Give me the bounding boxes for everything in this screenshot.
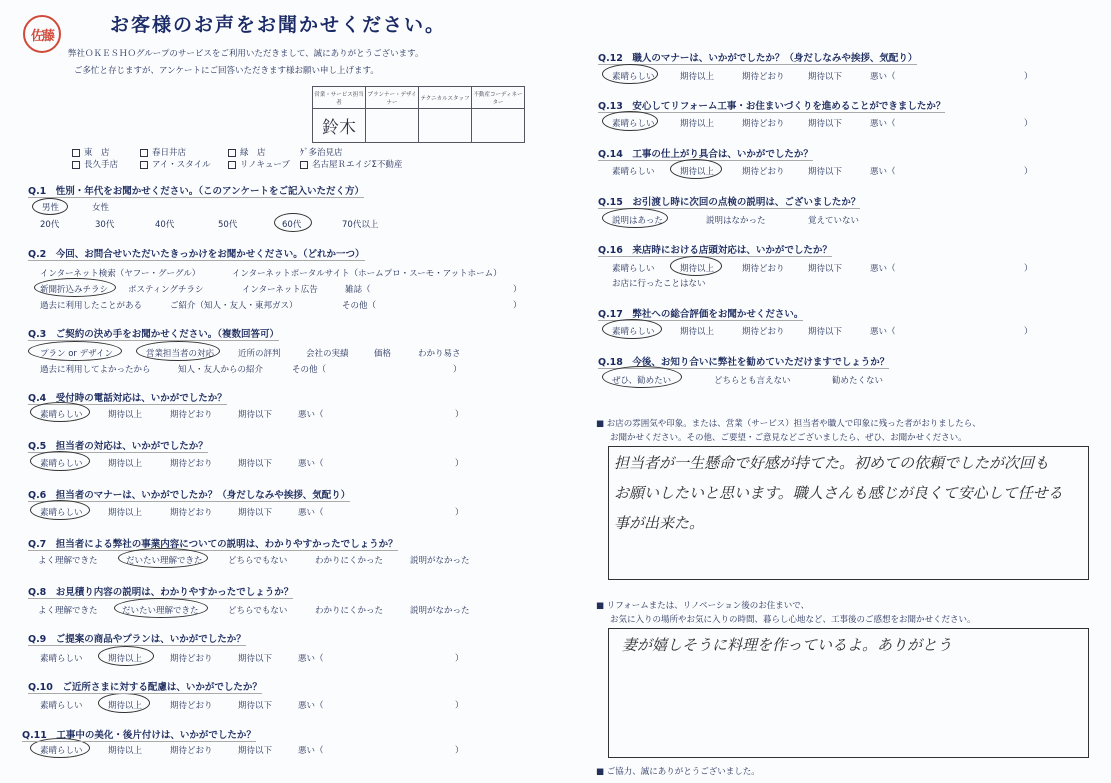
staff-planner-name — [366, 109, 419, 143]
q7-title: Q.7 担当者による弊社の事業内容についての説明は、わかりやすかったでしょうか？ — [28, 536, 398, 551]
q12-option[interactable]: 悪い（ — [870, 72, 896, 82]
store-option[interactable]: リノキューブ — [228, 158, 290, 170]
q6-title: Q.6 担当者のマナーは、いかがでしたか？（身だしなみや挨拶、気配り） — [28, 487, 350, 502]
store-option[interactable]: 東 店 — [72, 146, 110, 158]
q8-title: Q.8 お見積り内容の説明は、わかりやすかったでしょうか？ — [28, 584, 293, 599]
q16-option[interactable]: 期待以上 — [680, 264, 715, 274]
q13-option[interactable]: 素晴らしい — [612, 119, 655, 129]
q16-option[interactable]: 期待どおり — [742, 264, 785, 274]
q2-option[interactable]: インターネット広告 — [242, 285, 318, 295]
answer-circle — [602, 366, 682, 388]
q13-option[interactable]: 期待以下 — [808, 119, 843, 129]
q4-option[interactable]: 悪い（ — [298, 410, 324, 420]
q1-age[interactable]: 60代 — [282, 220, 302, 230]
q17-title: Q.17 弊社への総合評価をお聞かせください。 — [598, 306, 803, 321]
q5-option[interactable]: 期待以上 — [108, 459, 143, 469]
q10-option[interactable]: 期待以下 — [238, 701, 273, 711]
q4-option[interactable]: 期待以上 — [108, 410, 143, 420]
q3-option[interactable]: プラン or デザイン — [40, 349, 114, 359]
q6-option[interactable]: 期待どおり — [170, 508, 213, 518]
q4-title: Q.4 受付時の電話対応は、いかがでしたか？ — [28, 390, 227, 405]
q11-option[interactable]: 期待以下 — [238, 746, 273, 756]
q1-age[interactable]: 40代 — [155, 220, 175, 230]
intro-line-2: ご多忙と存じますが、アンケートにご回答いただきます様お願い申し上げます。 — [74, 66, 379, 76]
q14-option[interactable]: 期待以下 — [808, 167, 843, 177]
q10-option[interactable]: 素晴らしい — [40, 701, 83, 711]
q3-option[interactable]: 営業担当者の対応 — [146, 349, 215, 359]
q15-option[interactable]: 覚えていない — [808, 216, 860, 226]
answer-circle — [30, 402, 90, 422]
q10-option[interactable]: 悪い（ — [298, 701, 324, 711]
q1-age[interactable]: 20代 — [40, 220, 60, 230]
q17-option[interactable]: 悪い（ — [870, 327, 896, 337]
q10-option[interactable]: 期待どおり — [170, 701, 213, 711]
q1-gender-female[interactable]: 女性 — [92, 203, 110, 213]
q2-paren: ） — [513, 301, 522, 311]
q14-option[interactable]: 期待どおり — [742, 167, 785, 177]
q13-option[interactable]: 期待どおり — [742, 119, 785, 129]
q16-option[interactable]: 悪い（ — [870, 264, 896, 274]
q16-option[interactable]: 期待以下 — [808, 264, 843, 274]
store-option[interactable]: 長久手店 — [72, 158, 118, 170]
footer-text: ご協力、誠にありがとうございました。 — [606, 767, 760, 777]
q5-option[interactable]: 悪い（ — [298, 459, 324, 469]
answer-circle — [670, 159, 722, 179]
q5-paren: ） — [455, 459, 464, 469]
q16-paren: ） — [1024, 264, 1033, 274]
q14-option[interactable]: 素晴らしい — [612, 167, 655, 177]
q14-title: Q.14 工事の仕上がり具合は、いかがでしたか？ — [598, 146, 813, 161]
q4-option[interactable]: 素晴らしい — [40, 410, 83, 420]
q12-option[interactable]: 素晴らしい — [612, 72, 655, 82]
store-option[interactable]: 緑 店 — [228, 146, 266, 158]
comment1-line1: 担当者が一生懸命で好感が持てた。初めての依頼でしたが次回も — [614, 454, 1050, 472]
q2-option[interactable]: インターネットポータルサイト（ホームプロ・スーモ・アットホーム） — [232, 269, 502, 279]
q6-option[interactable]: 期待以上 — [108, 508, 143, 518]
q14-paren: ） — [1024, 167, 1033, 177]
q2-option[interactable]: 過去に利用したことがある — [40, 301, 143, 311]
page-title: お客様のお声をお聞かせください。 — [110, 14, 447, 36]
q15-title: Q.15 お引渡し時に次回の点検の説明は、ございましたか？ — [598, 194, 860, 209]
q15-option[interactable]: 説明はあった — [612, 216, 663, 226]
comment1-label-line2: お聞かせください。その他、ご要望・ご意見などございましたら、ぜひ、お聞かせください。 — [610, 433, 967, 443]
q3-option[interactable]: 近所の評判 — [238, 349, 281, 359]
q5-title: Q.5 担当者の対応は、いかがでしたか？ — [28, 438, 208, 453]
q18-option[interactable]: 勧めたくない — [832, 376, 884, 386]
q1-title: Q.1 性別・年代をお聞かせください。（このアンケートをご記入いただく方） — [28, 183, 364, 198]
footer-thanks — [596, 765, 760, 777]
answer-circle — [32, 198, 68, 215]
answer-circle — [670, 256, 722, 276]
square-bullet-icon: ■ — [596, 767, 607, 777]
q12-option[interactable]: 期待以上 — [680, 72, 715, 82]
q4-option[interactable]: 期待どおり — [170, 410, 213, 420]
q3-option[interactable]: その他（ — [292, 365, 327, 375]
q10-option[interactable]: 期待以上 — [108, 701, 143, 711]
q2-title: Q.2 今回、お問合せいただいたきっかけをお聞かせください。（どれか一つ） — [28, 246, 365, 261]
q1-age[interactable]: 30代 — [95, 220, 115, 230]
store-option[interactable]: 春日井店 — [140, 146, 186, 158]
q1-age[interactable]: 70代以上 — [342, 220, 379, 230]
q12-option[interactable]: 期待以下 — [808, 72, 843, 82]
q12-option[interactable]: 期待どおり — [742, 72, 785, 82]
q17-paren: ） — [1024, 327, 1033, 337]
q8-option[interactable]: どちらでもない — [228, 606, 288, 616]
answer-circle — [28, 341, 122, 361]
staff-header-planner: プランナー・デザイナー — [366, 87, 419, 109]
q2-option[interactable]: 新聞折込みチラシ — [40, 285, 109, 295]
q8-option[interactable]: だいたい理解できた — [122, 606, 199, 616]
q9-option[interactable]: 期待以上 — [108, 654, 143, 664]
q16-option[interactable]: お店に行ったことはない — [612, 279, 706, 289]
q2-option[interactable]: 雑誌（ — [345, 285, 371, 295]
q13-option[interactable]: 悪い（ — [870, 119, 896, 129]
q1-age[interactable]: 50代 — [218, 220, 238, 230]
q3-option[interactable]: 過去に利用してよかったから — [40, 365, 151, 375]
q16-option[interactable]: 素晴らしい — [612, 264, 655, 274]
q9-paren: ） — [455, 654, 464, 664]
q8-option[interactable]: わかりにくかった — [315, 606, 384, 616]
q6-option[interactable]: 期待以下 — [238, 508, 273, 518]
q2-option[interactable]: その他（ — [342, 301, 377, 311]
q9-option[interactable]: 悪い（ — [298, 654, 324, 664]
comment2-label-line2: お気に入りの場所やお気に入りの時間、暮らし心地など、工事後のご感想をお聞かせください。 — [610, 615, 976, 625]
q3-option[interactable]: わかり易さ — [418, 349, 461, 359]
q3-option[interactable]: 会社の実績 — [306, 349, 349, 359]
q3-paren: ） — [453, 365, 462, 375]
staff-table — [312, 86, 525, 143]
store-option[interactable]: アイ・スタイル — [140, 158, 211, 170]
q5-option[interactable]: 素晴らしい — [40, 459, 83, 469]
q18-title: Q.18 今後、お知り合いに弊社を勧めていただけますでしょうか？ — [598, 354, 889, 369]
answer-circle — [602, 319, 662, 339]
q11-title: Q.11 工事中の美化・後片付けは、いかがでしたか？ — [22, 727, 256, 742]
comment1-label-line1: お店の雰囲気や印象。または、営業（サービス）担当者や職人で印象に残った者がおりましたら、 — [606, 419, 981, 429]
q11-option[interactable]: 素晴らしい — [40, 746, 83, 756]
q17-option[interactable]: 期待どおり — [742, 327, 785, 337]
answer-circle — [114, 598, 208, 618]
staff-technical-name — [419, 109, 472, 143]
q9-option[interactable]: 素晴らしい — [40, 654, 83, 664]
q2-option[interactable]: ご紹介（知人・友人・東邦ガス） — [170, 301, 298, 311]
staff-realestate-name — [472, 109, 525, 143]
answer-circle — [602, 64, 658, 84]
q4-option[interactable]: 期待以下 — [238, 410, 273, 420]
q18-option[interactable]: どちらとも言えない — [714, 376, 791, 386]
q11-option[interactable]: 悪い（ — [298, 746, 324, 756]
q3-option[interactable]: 知人・友人からの紹介 — [178, 365, 264, 375]
q6-paren: ） — [455, 508, 464, 518]
q13-title: Q.13 安心してリフォーム工事・お住まいづくりを進めることができましたか？ — [598, 98, 945, 113]
q3-option[interactable]: 価格 — [374, 349, 392, 359]
q18-option[interactable]: ぜひ、勧めたい — [612, 376, 672, 386]
q13-option[interactable]: 期待以上 — [680, 119, 715, 129]
q14-option[interactable]: 期待以上 — [680, 167, 715, 177]
q15-option[interactable]: 説明はなかった — [706, 216, 766, 226]
q13-paren: ） — [1024, 119, 1033, 129]
q5-option[interactable]: 期待以下 — [238, 459, 273, 469]
staff-header-realestate: 不動産コーディネーター — [472, 87, 525, 109]
answer-circle — [30, 500, 90, 520]
q2-option[interactable]: ポスティングチラシ — [128, 285, 204, 295]
q7-option[interactable]: わかりにくかった — [315, 556, 384, 566]
q3-title: Q.3 ご契約の決め手をお聞かせください。（複数回答可） — [28, 326, 279, 341]
comment2-label — [596, 599, 809, 611]
q7-option[interactable]: よく理解できた — [38, 556, 98, 566]
q8-option[interactable]: よく理解できた — [38, 606, 98, 616]
answer-circle — [118, 548, 208, 568]
answer-circle — [602, 208, 668, 228]
staff-sales-name: 鈴木 — [313, 109, 366, 143]
q2-option[interactable]: インターネット検索（ヤフー・グーグル） — [40, 269, 201, 279]
q8-option[interactable]: 説明がなかった — [410, 606, 470, 616]
comment2-line1: 妻が嬉しそうに料理を作っているよ。ありがとう — [622, 636, 953, 654]
q14-option[interactable]: 悪い（ — [870, 167, 896, 177]
q12-title: Q.12 職人のマナーは、いかがでしたか？（身だしなみや挨拶、気配り） — [598, 50, 917, 65]
answer-circle — [34, 278, 116, 297]
comment1-label — [596, 417, 981, 429]
q10-paren: ） — [455, 701, 464, 711]
q7-option[interactable]: だいたい理解できた — [126, 556, 203, 566]
q10-title: Q.10 ご近所さまに対する配慮は、いかがでしたか？ — [28, 679, 262, 694]
q17-option[interactable]: 期待以上 — [680, 327, 715, 337]
q2-paren: ） — [513, 285, 522, 295]
q1-gender-male[interactable]: 男性 — [42, 203, 60, 213]
intro-line-1: 弊社ＯＫＥＳＨＯグループのサービスをご利用いただきまして、誠にありがとうございます。 — [68, 49, 424, 59]
q11-option[interactable]: 期待以上 — [108, 746, 143, 756]
q9-option[interactable]: 期待以下 — [238, 654, 273, 664]
comment1-line3: 事が出来た。 — [614, 514, 705, 532]
q6-option[interactable]: 悪い（ — [298, 508, 324, 518]
answer-circle — [136, 341, 220, 361]
answer-circle — [602, 111, 658, 131]
q7-option[interactable]: 説明がなかった — [410, 556, 470, 566]
q11-paren: ） — [455, 746, 464, 756]
comment2-label-line1: リフォームまたは、リノベーション後のお住まいで、 — [606, 601, 810, 611]
square-bullet-icon: ■ — [596, 601, 607, 611]
q7-option[interactable]: どちらでもない — [228, 556, 288, 566]
answer-circle — [98, 693, 150, 713]
q12-paren: ） — [1024, 72, 1033, 82]
comment1-line2: お願いしたいと思います。職人さんも感じが良くて安心して任せる — [614, 484, 1063, 502]
q5-option[interactable]: 期待どおり — [170, 459, 213, 469]
answer-circle — [98, 646, 154, 666]
seal-stamp: 佐藤 — [23, 15, 61, 53]
q4-paren: ） — [455, 410, 464, 420]
q9-option[interactable]: 期待どおり — [170, 654, 213, 664]
square-bullet-icon: ■ — [596, 419, 607, 429]
q17-option[interactable]: 素晴らしい — [612, 327, 655, 337]
answer-circle — [274, 213, 312, 232]
staff-header-technical: テクニカルスタッフ — [419, 87, 472, 109]
store-option[interactable]: 名古屋ＲエイジΣ不動産 — [300, 158, 402, 170]
q17-option[interactable]: 期待以下 — [808, 327, 843, 337]
staff-header-sales: 営業・サービス担当者 — [313, 87, 366, 109]
store-option[interactable]: ｹﾞ多治見店 — [300, 148, 343, 158]
q16-title: Q.16 来店時における店頭対応は、いかがでしたか？ — [598, 242, 832, 257]
q11-option[interactable]: 期待どおり — [170, 746, 213, 756]
q9-title: Q.9 ご提案の商品やプランは、いかがでしたか？ — [28, 631, 246, 646]
q6-option[interactable]: 素晴らしい — [40, 508, 83, 518]
answer-circle — [30, 451, 90, 471]
